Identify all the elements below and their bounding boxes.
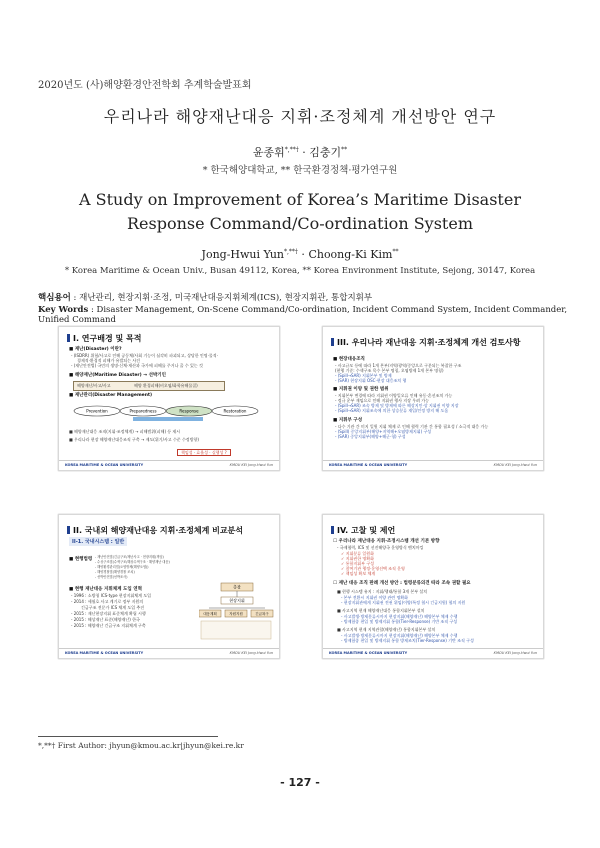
title-english: A Study on Improvement of Korea’s Maritime Disaster Response Command/Co-ordination System bbox=[79, 190, 521, 233]
keywords-english bbox=[38, 305, 600, 325]
slide-line: ✓ 통합지휘부 구성 bbox=[341, 561, 374, 566]
slide-line: - (Spill) 중앙지휘부(해양+지역해+오염방제지휘) 구성 bbox=[335, 429, 432, 434]
slide-line: ✓ 지휘권한 명확화 bbox=[341, 556, 374, 561]
org-node: 총괄 bbox=[233, 584, 241, 590]
keywords-english-label: Key Words bbox=[38, 305, 89, 315]
slide-line: (현행 기준: 수색구조 목수 본부 명칭, 오염방제 1개 본부 명칭) bbox=[335, 368, 444, 373]
slide-line: ■ 사고지역 현재 해양재난대응 통합지휘본부 설치 bbox=[337, 608, 425, 613]
footnote: *,**† First Author: jhyun@kmou.ac.kr|jhyun@kei.re.kr bbox=[38, 741, 244, 750]
slide-heading: II. 국내외 해양재난대응 지휘·조정체계 비교분석 bbox=[67, 525, 243, 536]
slide-line: - 1996 : 소방청 ICS-type 현장지휘체계 도입 bbox=[71, 593, 151, 598]
keywords-korean bbox=[38, 291, 372, 303]
slide-footer-right: KMOU KEI Jong-Hwui Yun bbox=[493, 463, 537, 467]
slide-line: - (Spill→SAR) 지휘조속에 의한 상승분류 재입/인정 방지 해 도움 bbox=[335, 408, 449, 413]
slide-line: - 사고발생·방제분류시까지 현장지휘(해양재난) 해양본부 체제 수행 bbox=[341, 633, 458, 638]
slide-heading: IV. 고찰 및 제언 bbox=[331, 525, 395, 536]
slide-footer bbox=[59, 460, 279, 470]
slide-line: - (SAR) 현장지휘 OSC·현장 대응조치 행 bbox=[335, 378, 407, 383]
author-2-mark: ** bbox=[341, 146, 348, 154]
author-2-en-mark: ** bbox=[392, 248, 399, 256]
slide-line: - (재난안전법) 국민의 생명·신체·재산과 국가에 피해를 주거나 줄 수 있는 것 bbox=[71, 363, 203, 368]
slide-line: - (Spill→SAR) 지휘본부 및 방제 bbox=[335, 373, 392, 378]
slide-line: - 지휘본부 변경에 따라 지휘권 이양일오류 인해 유동·혼선조치 가능 bbox=[335, 393, 453, 398]
slide-line: - 방제함종 편입 및 방제지휘 통합 방제조치(Tier-Response) 기반 조직 구성 bbox=[341, 638, 474, 643]
author-1-mark: *,**† bbox=[284, 146, 299, 154]
box-label: 해양재난/사고/사고 bbox=[77, 383, 111, 388]
slide-line: - (ISDRR) 위험/사고로 인해 공동체/사회 기능이 심각히 파괴되고, 상당한 인명·물적· bbox=[71, 353, 218, 358]
cycle-label: Response bbox=[179, 408, 199, 414]
slide-footer-right: KMOU KEI Jong-Hwui Yun bbox=[229, 463, 273, 467]
page-number: - 127 - bbox=[280, 776, 320, 789]
author-2: 김충기 bbox=[309, 146, 342, 159]
slide-line: - 선박안전법(선박조사) bbox=[95, 575, 128, 579]
maritime-disaster-box bbox=[73, 381, 225, 391]
slide-line: ■ 지휘권 이양 및 권한 범위 bbox=[333, 387, 389, 392]
slide-line: - 국제협력, ICS 및 선진해양국 운영방식 벤치마킹 bbox=[337, 545, 424, 550]
slide-footer bbox=[323, 460, 543, 470]
author-2-en: Choong-Ki Kim bbox=[308, 248, 393, 261]
author-1-en: Jong-Hwui Yun bbox=[201, 248, 285, 261]
slide-background-purpose bbox=[58, 326, 280, 471]
slide-footer-left: KOREA MARITIME & OCEAN UNIVERSITY bbox=[65, 463, 144, 467]
org-node: 현장지휘 bbox=[229, 598, 245, 603]
slide-line: - 해양경찰법(해양경찰 조치) bbox=[95, 570, 135, 574]
slide-line: - 사고발생·방제분류시까지 현장지휘(해양재난) 해양본부 체제 수행 bbox=[341, 614, 458, 619]
org-node: 자원지원 bbox=[229, 612, 243, 616]
slide-footer-right: KMOU KEI Jong-Hwui Yun bbox=[493, 651, 537, 655]
slide-line: ■ 현행법령 bbox=[69, 557, 93, 562]
slide-line: 경제적·환경적 피해가 유발되는 사건 bbox=[77, 358, 141, 363]
slide-line: 긴급구조 전문가 ICS 체계 도입 추진 bbox=[81, 605, 145, 610]
slide-line: - 정규 운부 재임으로 인해 지휘권 행사 지장 우려 가능 bbox=[335, 398, 430, 403]
slide-line: - 다수 기관 간 미지 일원 지휘 체제 로 인해 협력 기관 간 통합 필요성 / 소극적 대응 가능 bbox=[335, 424, 489, 429]
slide-line: ■ 우리나라 현장 해양재난대응조직 구축 → 제도(위기/사고 수준 수정방향) bbox=[69, 437, 199, 442]
slide-line: ■ 해양재난대응 조직(지휘·조정체계) → 피해범위(피해) 등 제시 bbox=[69, 429, 181, 434]
conference-header: 2020년도 (사)해양환경안전학회 추계학술발표회 bbox=[38, 80, 252, 91]
slide-line: ■ 사고지역 현재 지역관할(해양재난) 통합지휘본부 설치 bbox=[337, 627, 436, 632]
slide-line: ■ 현장대응조직 bbox=[333, 357, 365, 362]
slide-line: ✓ 참여기관 행정·운영선택 조직 운영 bbox=[341, 566, 405, 571]
slide-line: - 2015 : 재난현장지휘 표준체계 확립 시행 bbox=[71, 611, 146, 616]
keywords-korean-label: 핵심용어 bbox=[38, 293, 71, 303]
slide-footer-right: KMOU KEI Jong-Hwui Yun bbox=[229, 651, 273, 655]
slide-discussion bbox=[322, 514, 544, 659]
footnote-rule bbox=[38, 736, 218, 737]
disaster-cycle-diagram bbox=[73, 400, 263, 422]
slide-line: - 수상구조법(수색구조/해상수색구조 · 해양재난 대응) bbox=[95, 560, 170, 564]
cycle-label: Restoration bbox=[223, 408, 247, 414]
author-1-en-mark: *,**† bbox=[284, 248, 298, 256]
keywords-english-text: : Disaster Management, On-Scene Command/Co-ordination, Incident Command System, Incident Commander, Unified Command bbox=[38, 305, 568, 325]
slide-line: ☐ 우리나라 재난대응 지휘·조정시스템 개선 기본 방향 bbox=[333, 539, 440, 544]
slide-line: - 재난안전법(긴급구조/재난사고 · 현장지휘(책임) bbox=[95, 555, 164, 559]
author-1: 윤종휘 bbox=[252, 146, 285, 159]
slide-heading: III. 우리나라 재난대응 지휘·조정체계 개선 검토사항 bbox=[331, 337, 521, 348]
slide-comparative-analysis bbox=[58, 514, 280, 659]
slide-line: ■ 해양재난(Maritime Disaster) → 선박기인 bbox=[69, 373, 166, 378]
affiliation-english: * Korea Maritime & Ocean Univ., Busan 49112, Korea, ** Korea Environment Institute, Sejong, 30147, Korea bbox=[64, 266, 536, 276]
slide-footer-left: KOREA MARITIME & OCEAN UNIVERSITY bbox=[329, 463, 408, 467]
slide-badge: 책임성 · 효율성 · 실행성 ? bbox=[177, 449, 231, 456]
slide-line: - (Spill→SAR) 조속 방제 및 방제에 따른 해상지인·상 지휘권 이양 지장 bbox=[335, 403, 459, 408]
author-separator-en: · bbox=[297, 248, 309, 261]
slide-line: ■ 지휘부 구성 bbox=[333, 418, 363, 423]
org-node: 긴급복구 bbox=[255, 612, 269, 616]
slide-heading: I. 연구배경 및 목적 bbox=[67, 333, 141, 344]
slide-footer-left: KOREA MARITIME & OCEAN UNIVERSITY bbox=[329, 651, 408, 655]
slide-footer-left: KOREA MARITIME & OCEAN UNIVERSITY bbox=[65, 651, 144, 655]
slide-line: ☐ 재난 대응 조직 판례 개선 방안 : 법령분류의견 따라 조속 권할 필요 bbox=[333, 581, 471, 586]
slide-line: - 본부 전환시 지휘권 이양 관련 명확화 bbox=[341, 595, 409, 600]
slide-line: ✓ 지휘분류 일원화 bbox=[341, 551, 374, 556]
cycle-label: Prevention bbox=[86, 408, 108, 414]
slide-line: ■ 재난(Disaster) 이란? bbox=[69, 347, 122, 352]
org-chart bbox=[199, 581, 274, 641]
slide-line: ■ 현행 재난대응 지휘체계 도입 연혁 bbox=[69, 587, 142, 592]
slide-line: - 현장지휘관에게 지휘권 전권 위임(이양/특정 협시 긴급지원) 협의 지원 bbox=[341, 600, 466, 605]
slide-review-items bbox=[322, 326, 544, 471]
slide-line: - (SAR) 중앙지휘부(해양+해군·청) 구성 bbox=[335, 434, 406, 439]
slide-line: - 방제함종 편입 및 방제지휘 통합(Tier-Response) 기반 조직 구성 bbox=[341, 619, 458, 624]
affiliation-korean: * 한국해양대학교, ** 한국환경정책·평가연구원 bbox=[202, 165, 398, 176]
slide-line: ✓ 책임성 확보 체계 bbox=[341, 571, 376, 576]
slide-footer bbox=[323, 648, 543, 658]
authors-korean bbox=[0, 144, 600, 160]
slide-line: - 해양환경관리법(오염방제(해양오염)) bbox=[95, 565, 149, 569]
authors-english bbox=[0, 248, 600, 261]
slide-line: - 2014 : 세월호 사고 계기로 정부 지원의 bbox=[71, 599, 144, 604]
slide-line: - 사고규모 등에 따라 1개 본부/지역/광역/중앙으로 구분되는 복잡한 구조 bbox=[335, 363, 462, 368]
cycle-label: Preparedness bbox=[129, 408, 157, 414]
org-node: 대응계획 bbox=[203, 612, 217, 616]
slide-line: - 2015 : 해상재난 표준(해양재난) 한국 bbox=[71, 617, 140, 622]
title-korean: 우리나라 해양재난대응 지휘·조정체계 개선방안 연구 bbox=[103, 107, 497, 126]
slide-line: - 2015 : 해양재난 긴급구조 지휘체계 구축 bbox=[71, 623, 146, 628]
slide-line: ■ 현행 시스템 유지 : 지휘/행태/통합 3개 본부 설치 bbox=[337, 589, 428, 594]
slide-subheading: II-1. 국내시스템 : 일반 bbox=[69, 537, 127, 546]
slide-footer bbox=[59, 648, 279, 658]
keywords-korean-text: : 재난관리, 현장지휘·조정, 미국재난대응지휘체계(ICS), 현장지휘관, 통합지휘부 bbox=[70, 293, 373, 303]
box-label: 해양 환경피해(비오염/화학유해물질) bbox=[134, 383, 198, 388]
slide-line: ■ 재난관리(Disaster Management) bbox=[69, 393, 153, 398]
author-separator: · bbox=[298, 146, 310, 159]
